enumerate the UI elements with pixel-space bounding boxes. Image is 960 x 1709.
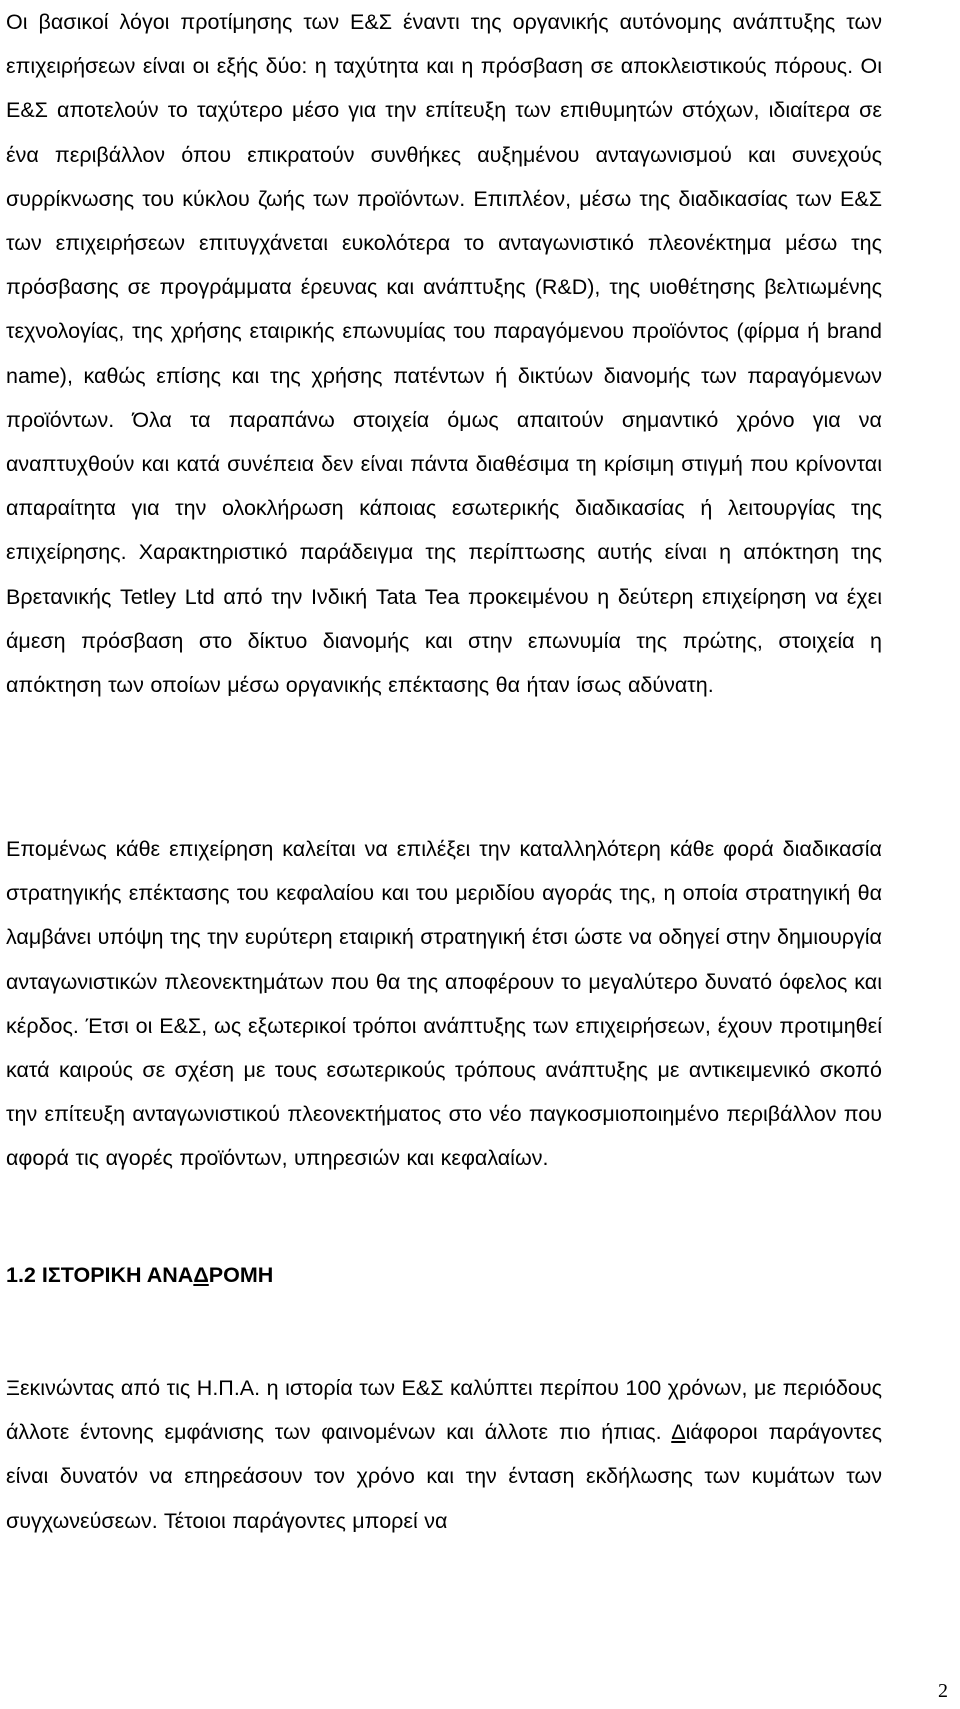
body-paragraph-1: Οι βασικοί λόγοι προτίμησης των Ε&Σ έναντι της οργανικής αυτόνομης ανάπτυξης των επιχειρήσεων είναι οι εξής δύο: η ταχύτητα και η πρόσβαση σε αποκλειστικούς πόρους. Οι Ε&Σ αποτελούν το ταχύτερο μέσο για την επίτευξη των επιθυμητών στόχων, ιδιαίτερα σε ένα περιβάλλον όπου επικρατούν συνθήκες αυξημένου ανταγωνισμού και συνεχούς συρρίκνωσης του κύκλου ζωής των προϊόντων. Επιπλέον, μέσω της διαδικασίας των Ε&Σ των επιχειρήσεων επιτυγχάνεται ευκολότερα το ανταγωνιστικό πλεονέκτημα μέσω της πρόσβασης σε προγράμματα έρευνας και ανάπτυξης (R&D), της υιοθέτησης βελτιωμένης τεχνολογίας, της χρήσης εταιρικής επωνυμίας του παραγόμενου προϊόντος (φίρμα ή brand name), καθώς επίσης και της χρήσης πατέντων ή δικτύων διανομής των παραγόμενων προϊόντων. Όλα τα παραπάνω στοιχεία όμως απαιτούν σημαντικό χρόνο για να αναπτυχθούν και κατά συνέπεια δεν είναι πάντα διαθέσιμα τη κρίσιμη στιγμή που κρίνονται απαραίτητα για την ολοκλήρωση κάποιας εσωτερικής διαδικασίας ή λειτουργίας της επιχείρησης. Χαρακτηριστικό παράδειγμα της περίπτωσης αυτής είναι η απόκτηση της Βρετανικής Tetley Ltd από την Ινδική Tata Tea προκειμένου η δεύτερη επιχείρηση να έχει άμεση πρόσβαση στο δίκτυο διανομής και στην επωνυμία της πρώτης, στοιχεία η απόκτηση των οποίων μέσω οργανικής επέκτασης θα ήταν ίσως αδύνατη.: [6, 10, 882, 698]
page-number: 2: [938, 1680, 948, 1702]
section-heading-suffix: ΡΟΜΗ: [208, 1263, 274, 1287]
section-heading-underlined-letter: Δ: [193, 1263, 209, 1287]
paragraph-3-text-a: Ξεκινώντας από τις Η.Π.Α. η ιστορία των Ε&Σ καλύπτει περίπου 100 χρόνων, με περιόδους άλλοτε έντονης εμφάνισης των φαινομένων και άλλοτε πιο ήπιας.: [6, 1376, 882, 1445]
section-heading: [6, 1253, 273, 1297]
body-paragraph-3: [6, 1366, 882, 1543]
section-heading-prefix: 1.2 ΙΣΤΟΡΙΚΗ ΑΝΑ: [6, 1263, 194, 1287]
body-paragraph-2: Επομένως κάθε επιχείρηση καλείται να επιλέξει την καταλληλότερη κάθε φορά διαδικασία στρατηγικής επέκτασης του κεφαλαίου και του μεριδίου αγοράς της, η οποία στρατηγική θα λαμβάνει υπόψη της την ευρύτερη εταιρική στρατηγική έτσι ώστε να οδηγεί στην δημιουργία ανταγωνιστικών πλεονεκτημάτων που θα της αποφέρουν το μεγαλύτερο δυνατό όφελος και κέρδος. Έτσι οι Ε&Σ, ως εξωτερικοί τρόποι ανάπτυξης των επιχειρήσεων, έχουν προτιμηθεί κατά καιρούς σε σχέση με τους εσωτερικούς τρόπους ανάπτυξης με αντικειμενικό σκοπό την επίτευξη ανταγωνιστικού πλεονεκτήματος στο νέο παγκοσμιοποιημένο περιβάλλον που αφορά τις αγορές προϊόντων, υπηρεσιών και κεφαλαίων.: [6, 837, 882, 1171]
paragraph-3-text-b: ιάφοροι παράγοντες είναι δυνατόν να επηρεάσουν τον χρόνο και την ένταση εκδήλωσης των κυμάτων των συγχωνεύσεων. Τέτοιοι παράγοντες μπορεί να: [6, 1420, 883, 1533]
paragraph-3-underlined-letter: Δ: [671, 1420, 686, 1445]
